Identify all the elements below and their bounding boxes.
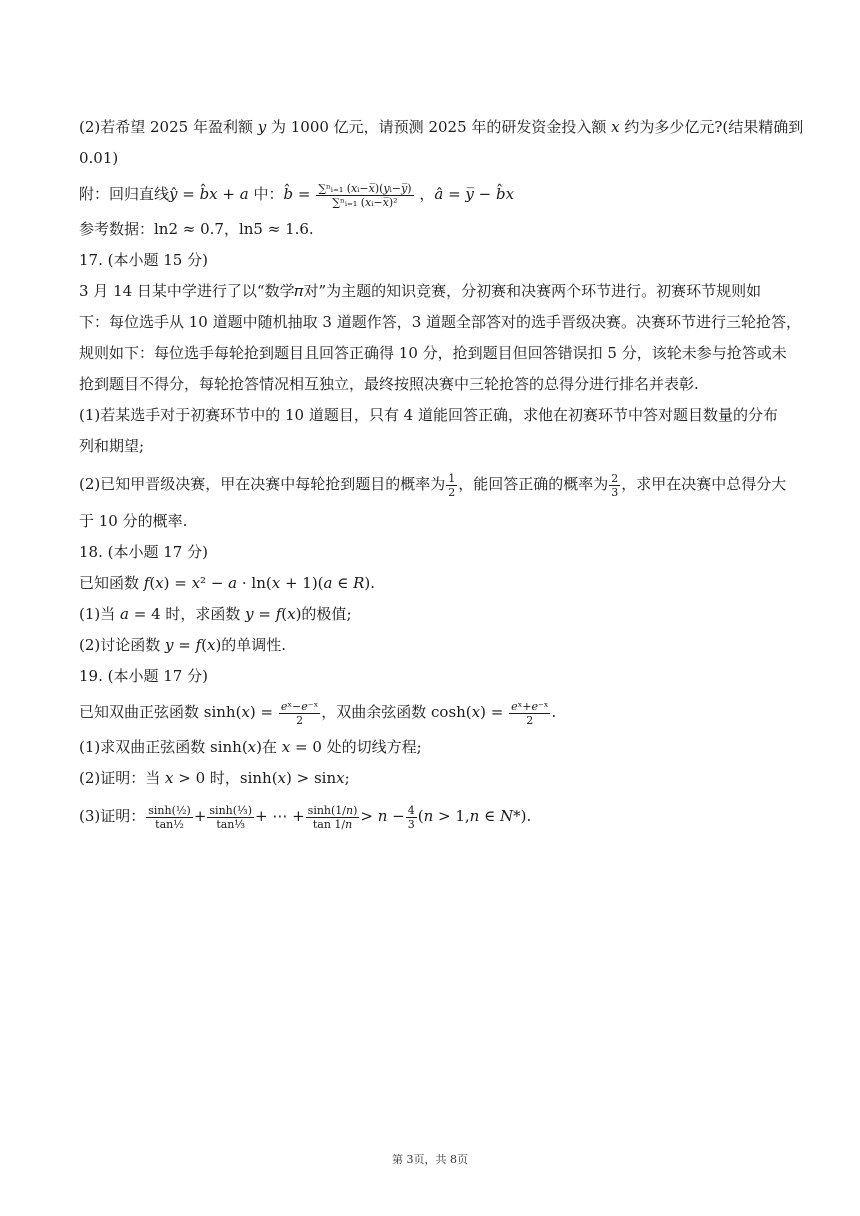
text-line: (2)证明：当 𝑥 > 0 时，sinh(𝑥) > sin𝑥; <box>79 769 350 787</box>
question-17-heading: 17. (本小题 15 分) <box>79 251 208 269</box>
text-line: (1)若某选手对于初赛环节中的 10 道题目，只有 4 道能回答正确，求他在初赛环节中答对题目数量的分布 <box>79 406 778 424</box>
page-footer: 第 3页，共 8页 <box>392 1153 468 1166</box>
formula-text: + <box>193 807 207 825</box>
fraction <box>509 700 550 727</box>
fraction <box>446 472 457 499</box>
fraction-denominator: ∑ⁿᵢ₌₁ (𝑥ᵢ−𝑥̅)² <box>332 195 398 209</box>
fraction-numerator: 4 <box>407 803 415 817</box>
fraction-denominator: tan 1/𝑛 <box>312 817 353 831</box>
fraction-numerator: sinh(1/𝑛) <box>307 803 358 817</box>
reference-data: 参考数据：ln2 ≈ 0.7，ln5 ≈ 1.6. <box>79 220 314 238</box>
formula-text: 已知双曲正弦函数 sinh(𝑥) = <box>79 703 274 721</box>
fraction-numerator: 𝑒ˣ+𝑒⁻ˣ <box>511 699 549 713</box>
formula-line <box>79 462 787 506</box>
fraction-denominator: 2 <box>526 713 534 727</box>
question-19-heading: 19. (本小题 17 分) <box>79 667 208 685</box>
fraction-numerator: 𝑒ˣ−𝑒⁻ˣ <box>280 699 319 713</box>
fraction <box>406 804 417 831</box>
fraction-denominator: 3 <box>611 485 619 499</box>
fraction-b-hat <box>316 182 413 209</box>
text-line: 已知函数 𝑓(𝑥) = 𝑥² − 𝑎 · ln(𝑥 + 1)(𝑎 ∈ 𝑅). <box>79 574 376 592</box>
text-line: (1)求双曲正弦函数 sinh(𝑥)在 𝑥 = 0 处的切线方程; <box>79 738 422 756</box>
text-line: (2)讨论函数 𝑦 = 𝑓(𝑥)的单调性. <box>79 636 287 654</box>
text-line: 下：每位选手从 10 道题中随机抽取 3 道题作答，3 道题全部答对的选手晋级决赛。决赛环节进行三轮抢答， <box>79 313 802 331</box>
formula-text: + ⋯ + <box>254 807 305 825</box>
formula-text: 附：回归直线𝑦̂ = 𝑏̂𝑥 + 𝑎 中：𝑏̂ = <box>79 185 311 203</box>
text-line: 3 月 14 日某中学进行了以“数学𝜋对”为主题的知识竞赛，分初赛和决赛两个环节进行。初赛环节规则如 <box>79 282 762 300</box>
fraction-denominator: 2 <box>296 713 304 727</box>
text-line: (1)当 𝑎 = 4 时，求函数 𝑦 = 𝑓(𝑥)的极值; <box>79 605 352 623</box>
formula-text: (3)证明： <box>79 807 146 825</box>
formula-line <box>79 794 781 838</box>
formula-text: > 𝑛 − <box>360 807 405 825</box>
question-18-heading: 18. (本小题 17 分) <box>79 543 208 561</box>
fraction-numerator: 2 <box>611 471 619 485</box>
text-line: 于 10 分的概率. <box>79 512 188 530</box>
text-line: 0.01) <box>79 149 119 167</box>
fraction-numerator: ∑ⁿᵢ₌₁ (𝑥ᵢ−𝑥̅)(𝑦ᵢ−𝑦̅) <box>318 181 412 195</box>
fraction <box>306 804 360 831</box>
fraction-denominator: tan½ <box>155 817 184 831</box>
formula-text: ，双曲余弦函数 cosh(𝑥) = <box>321 703 504 721</box>
fraction-denominator: tan⅓ <box>216 817 246 831</box>
text-line: 抢到题目不得分，每轮抢答情况相互独立，最终按照决赛中三轮抢答的总得分进行排名并表彰. <box>79 375 699 393</box>
text-line: (2)若希望 2025 年盈利额 𝑦 为 1000 亿元，请预测 2025 年的研发资金投入额 𝑥 约为多少亿元?(结果精确到 <box>79 118 804 136</box>
formula-line <box>79 692 781 732</box>
fraction-denominator: 3 <box>407 817 415 831</box>
fraction <box>279 700 320 727</box>
formula-text: . <box>551 703 557 721</box>
formula-text: ，求甲在决赛中总得分大 <box>621 475 787 493</box>
text-line: 列和期望; <box>79 437 145 455</box>
fraction-numerator: sinh(½) <box>148 803 191 817</box>
formula-text: (2)已知甲晋级决赛，甲在决赛中每轮抢到题目的概率为 <box>79 475 446 493</box>
formula-text: ，能回答正确的概率为 <box>458 475 609 493</box>
fraction <box>146 804 193 831</box>
fraction-numerator: 1 <box>448 471 456 485</box>
fraction-denominator: 2 <box>448 485 456 499</box>
formula-line <box>79 174 781 214</box>
text-line: 规则如下：每位选手每轮抢到题目且回答正确得 10 分，抢到题目但回答错误扣 5 分，该轮未参与抢答或未 <box>79 344 787 362</box>
formula-text: ，𝑎̂ = 𝑦̅ − 𝑏̂𝑥 <box>419 185 515 203</box>
fraction <box>207 804 254 831</box>
formula-text: (𝑛 > 1,𝑛 ∈ 𝑁*). <box>417 807 532 825</box>
fraction-numerator: sinh(⅓) <box>209 803 252 817</box>
page-content <box>79 112 804 838</box>
fraction <box>609 472 620 499</box>
